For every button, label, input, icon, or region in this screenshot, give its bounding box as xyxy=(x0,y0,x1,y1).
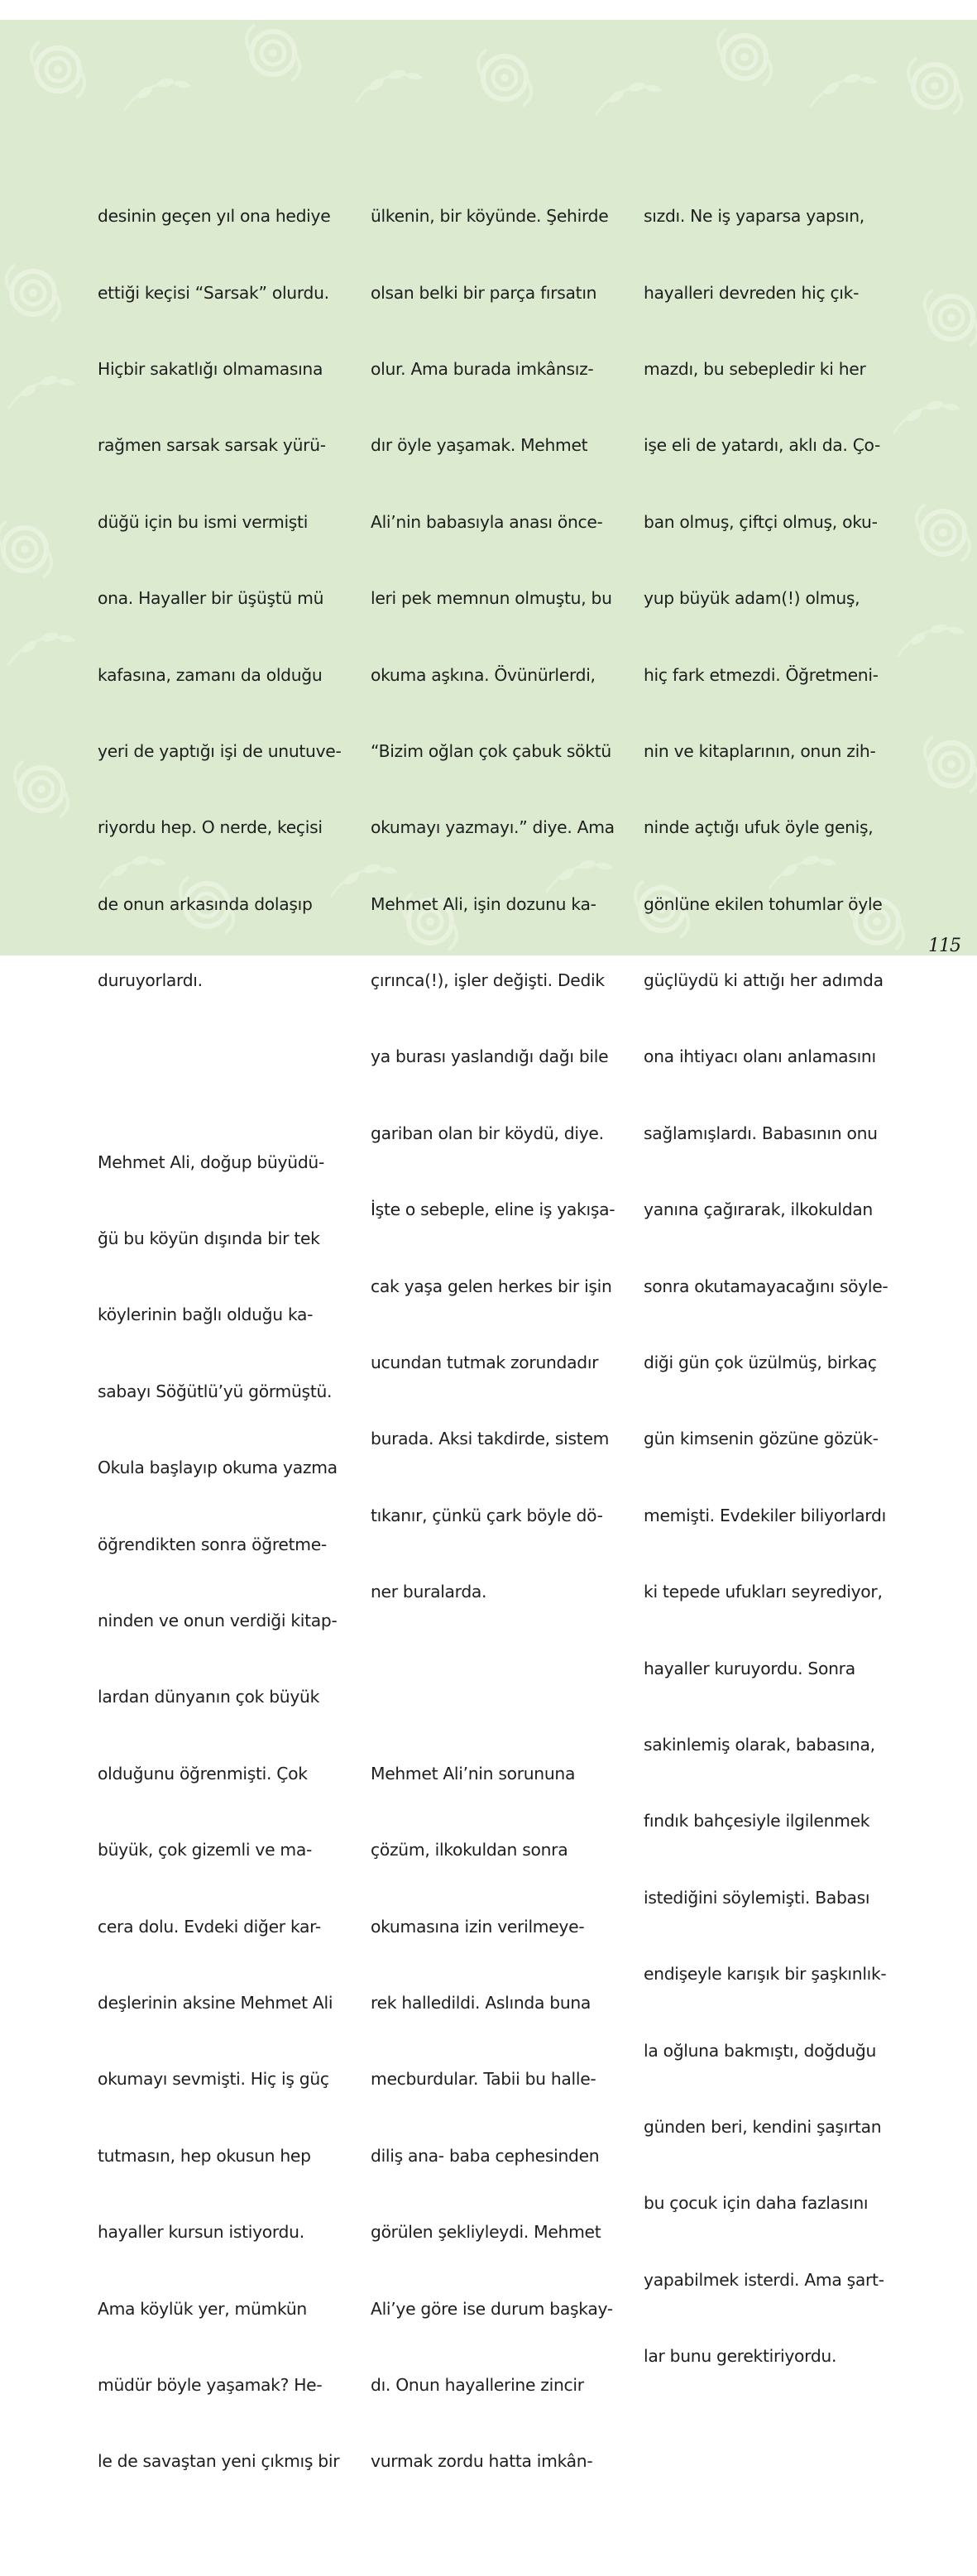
paragraph xyxy=(98,153,342,1045)
text-line: hiç fark etmezdi. Öğretmeni- xyxy=(644,664,879,685)
text-line: Ali’nin babasıyla anası önce- xyxy=(371,511,603,532)
text-line: okumayı yazmayı.” diye. Ama xyxy=(371,817,615,838)
text-line: tıkanır, çünkü çark böyle dö- xyxy=(371,1505,603,1525)
text-line: Hiçbir sakatlığı olmamasına xyxy=(98,358,323,379)
text-line: diliş ana- baba cephesinden xyxy=(371,2145,600,2166)
text-line: endişeyle karışık bir şaşkınlık- xyxy=(644,1964,887,1985)
text-line: ülkenin, bir köyünde. Şehirde xyxy=(371,206,609,227)
text-line: görülen şekliyleydi. Mehmet xyxy=(371,2222,601,2243)
text-line: ğü bu köyün dışında bir tek xyxy=(98,1228,320,1249)
text-line: Ali’ye göre ise durum başkay- xyxy=(371,2298,613,2319)
text-line: la oğluna bakmıştı, doğduğu xyxy=(644,2040,877,2061)
text-line: dır öyle yaşamak. Mehmet xyxy=(371,435,588,456)
text-line: kafasına, zamanı da olduğu xyxy=(98,664,323,685)
text-line: cera dolu. Evdeki diğer kar- xyxy=(98,1916,321,1937)
text-line: “Bizim oğlan çok çabuk söktü xyxy=(371,740,611,761)
text-line: işe eli de yatardı, aklı da. Ço- xyxy=(644,435,881,456)
text-line: leri pek memnun olmuştu, bu xyxy=(371,588,612,609)
text-line: ban olmuş, çiftçi olmuş, oku- xyxy=(644,511,878,532)
text-line: çırınca(!), işler değişti. Dedik xyxy=(371,970,605,991)
text-line: çözüm, ilkokuldan sonra xyxy=(371,1840,568,1860)
text-line: sakinlemiş olarak, babasına, xyxy=(644,1735,875,1755)
text-line: Okula başlayıp okuma yazma xyxy=(98,1458,338,1478)
text-line: olur. Ama burada imkânsız- xyxy=(371,358,594,379)
text-line: sağlamışlardı. Babasının onu xyxy=(644,1123,878,1143)
text-line: okumayı sevmişti. Hiç iş güç xyxy=(98,2069,329,2090)
text-line: ninde açtığı ufuk öyle geniş, xyxy=(644,817,874,838)
text-line: gün kimsenin gözüne gözük- xyxy=(644,1429,879,1449)
text-line: Mehmet Ali, işin dozunu ka- xyxy=(371,893,596,914)
text-line: olsan belki bir parça fırsatın xyxy=(371,282,597,303)
text-line: mazdı, bu sebepledir ki her xyxy=(644,358,866,379)
text-line: ona. Hayaller bir üşüştü mü xyxy=(98,588,324,609)
text-line: müdür böyle yaşamak? He- xyxy=(98,2374,323,2395)
text-line: rağmen sarsak sarsak yürü- xyxy=(98,435,326,456)
text-line: yanına çağırarak, ilkokuldan xyxy=(644,1199,873,1220)
paragraph xyxy=(371,153,615,1656)
text-line: ner buralarda. xyxy=(371,1582,487,1602)
text-line: İşte o sebeple, eline iş yakışa- xyxy=(371,1199,615,1220)
text-line: hayalleri devreden hiç çık- xyxy=(644,282,860,303)
text-line: fındık bahçesiyle ilgilenmek xyxy=(644,1811,870,1831)
text-line: büyük, çok gizemli ve ma- xyxy=(98,1840,313,1860)
text-line: duruyorlardı. xyxy=(98,970,203,991)
text-line: okuma aşkına. Övünürlerdi, xyxy=(371,664,596,685)
text-line: lar bunu gerektiriyordu. xyxy=(644,2346,837,2367)
text-line: Mehmet Ali, doğup büyüdü- xyxy=(98,1152,324,1172)
text-line: yapabilmek isterdi. Ama şart- xyxy=(644,2269,884,2290)
text-line: ki tepede ufukları seyrediyor, xyxy=(644,1582,883,1602)
text-line: vurmak zordu hatta imkân- xyxy=(371,2451,593,2472)
text-line: tutmasın, hep okusun hep xyxy=(98,2145,311,2166)
text-line: deşlerinin aksine Mehmet Ali xyxy=(98,1992,333,2013)
text-line: okumasına izin verilmeye- xyxy=(371,1916,585,1937)
text-line: ettiği keçisi “Sarsak” olurdu. xyxy=(98,282,329,303)
text-line: köylerinin bağlı olduğu ka- xyxy=(98,1305,314,1325)
text-line: diği gün çok üzülmüş, birkaç xyxy=(644,1353,877,1373)
text-line: mecburdular. Tabii bu halle- xyxy=(371,2069,596,2090)
text-line: güçlüydü ki attığı her adımda xyxy=(644,970,884,991)
text-line: istediğini söylemişti. Babası xyxy=(644,1887,870,1908)
text-line: düğü için bu ismi vermişti xyxy=(98,511,309,532)
text-line: cak yaşa gelen herkes bir işin xyxy=(371,1276,612,1296)
text-line: burada. Aksi takdirde, sistem xyxy=(371,1429,610,1449)
text-line: gariban olan bir köydü, diye. xyxy=(371,1123,604,1143)
paragraph xyxy=(644,153,888,2420)
text-line: le de savaştan yeni çıkmış bir xyxy=(98,2451,340,2472)
text-line: gönlüne ekilen tohumlar öyle xyxy=(644,893,883,914)
text-line: dı. Onun hayallerine zincir xyxy=(371,2374,584,2395)
text-line: öğrendikten sonra öğretme- xyxy=(98,1534,327,1554)
text-line: ucundan tutmak zorundadır xyxy=(371,1353,599,1373)
text-line: ya burası yaslandığı dağı bile xyxy=(371,1046,609,1067)
text-line: sabayı Söğütlü’yü görmüştü. xyxy=(98,1381,333,1401)
text-line: sızdı. Ne iş yaparsa yapsın, xyxy=(644,206,864,227)
text-line: sonra okutamayacağını söyle- xyxy=(644,1276,888,1296)
text-line: günden beri, kendini şaşırtan xyxy=(644,2116,882,2137)
text-line: hayaller kursun istiyordu. xyxy=(98,2222,304,2243)
page-number: 115 xyxy=(928,936,960,956)
text-line: de onun arkasında dolaşıp xyxy=(98,893,313,914)
paragraph xyxy=(371,1710,613,2526)
text-column-2 xyxy=(371,102,615,2576)
text-line: ninden ve onun verdiği kitap- xyxy=(98,1611,338,1631)
paragraph xyxy=(98,1099,340,2526)
text-column-3 xyxy=(644,102,888,2471)
text-line: hayaller kuruyordu. Sonra xyxy=(644,1658,855,1678)
text-line: riyordu hep. O nerde, keçisi xyxy=(98,817,323,838)
text-line: desinin geçen yıl ona hediye xyxy=(98,206,331,227)
text-column-1 xyxy=(98,102,342,2576)
text-line: Ama köylük yer, mümkün xyxy=(98,2298,307,2319)
text-line: Mehmet Ali’nin sorununa xyxy=(371,1763,576,1784)
text-line: memişti. Evdekiler biliyorlardı xyxy=(644,1505,886,1525)
text-line: olduğunu öğrenmişti. Çok xyxy=(98,1763,308,1784)
text-line: ona ihtiyacı olanı anlamasını xyxy=(644,1046,876,1067)
text-line: yup büyük adam(!) olmuş, xyxy=(644,588,860,609)
text-line: lardan dünyanın çok büyük xyxy=(98,1687,320,1707)
text-line: rek halledildi. Aslında buna xyxy=(371,1992,591,2013)
text-line: yeri de yaptığı işi de unutuve- xyxy=(98,740,342,761)
text-line: nin ve kitaplarının, onun zih- xyxy=(644,740,876,761)
text-line: bu çocuk için daha fazlasını xyxy=(644,2193,869,2214)
